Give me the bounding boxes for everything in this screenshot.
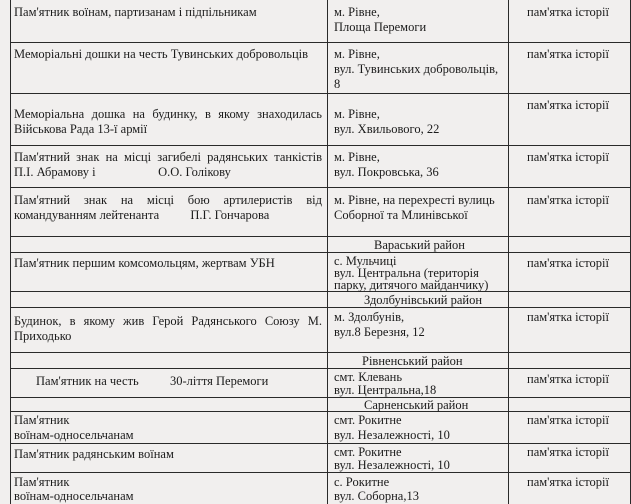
row-divider xyxy=(10,291,631,292)
monument-name: Військова Рада 13-ї армії xyxy=(14,122,148,136)
monument-address: вул. Центральна (територія xyxy=(334,266,479,280)
monument-address: вул. Незалежності, 10 xyxy=(334,458,450,472)
monument-name: П.І. Абрамову і О.О. Голікову xyxy=(14,165,231,179)
monument-type: пам'ятка історії xyxy=(527,413,609,427)
row-divider xyxy=(10,368,631,369)
monument-address: смт. Рокитне xyxy=(334,413,402,427)
row-divider xyxy=(10,187,631,188)
monument-type: пам'ятка історії xyxy=(527,475,609,489)
row-divider xyxy=(10,397,631,398)
monument-address: м. Рівне, xyxy=(334,5,380,19)
monument-address: 8 xyxy=(334,77,341,91)
monument-address: вул. Покровська, 36 xyxy=(334,165,439,179)
monument-address: м. Рівне, xyxy=(334,47,380,61)
monument-name: Будинок, в якому жив Герой Радянського Союзу М. xyxy=(14,314,322,328)
monument-address: вул. Тувинських добровольців, xyxy=(334,62,499,76)
monument-type: пам'ятка історії xyxy=(527,5,609,19)
monument-address: вул. Центральна,18 xyxy=(334,383,437,397)
row-divider xyxy=(10,252,631,253)
monument-address: м. Здолбунів, xyxy=(334,310,405,324)
monument-type: пам'ятка історії xyxy=(527,372,609,386)
monument-address: вул.8 Березня, 12 xyxy=(334,325,425,339)
monument-address: с. Рокитне xyxy=(334,475,390,489)
row-divider xyxy=(10,236,631,237)
monument-name: Меморіальна дошка на будинку, в якому знаходилась xyxy=(14,107,322,121)
monument-name: Пам'ятник воїнам, партизанам і підпільникам xyxy=(14,5,257,19)
row-divider xyxy=(10,443,631,444)
monument-type: пам'ятка історії xyxy=(527,193,609,207)
monument-name: воїнам-односельчанам xyxy=(14,428,134,442)
region-heading: Сарненський район xyxy=(364,398,469,412)
row-divider xyxy=(10,472,631,473)
monument-address: Площа Перемоги xyxy=(334,20,427,34)
region-heading: Вараський район xyxy=(374,238,465,252)
row-divider xyxy=(10,307,631,308)
monument-name: Пам'ятник xyxy=(14,413,70,427)
monument-type: пам'ятка історії xyxy=(527,256,609,270)
monument-address: с. Мульчиці xyxy=(334,254,397,268)
row-divider xyxy=(10,42,631,43)
row-divider xyxy=(10,411,631,412)
monument-name: Пам'ятник радянським воїнам xyxy=(14,447,174,461)
monument-address: вул. Соборна,13 xyxy=(334,489,419,503)
monument-address: Соборної та Млинівської xyxy=(334,208,468,222)
monument-address: парку, дитячого майданчику) xyxy=(334,278,489,292)
monument-name: Пам'ятний знак на місці бою артилеристів від xyxy=(14,193,322,207)
monument-type: пам'ятка історії xyxy=(527,445,609,459)
monument-type: пам'ятка історії xyxy=(527,150,609,164)
monument-name: Пам'ятник на честь 30-ліття Перемоги xyxy=(36,374,269,388)
monument-address: вул. Хвильового, 22 xyxy=(334,122,440,136)
region-heading: Рівненський район xyxy=(362,354,463,368)
region-heading: Здолбунівський район xyxy=(364,293,483,307)
monument-name: воїнам-односельчанам xyxy=(14,489,134,503)
monument-address: вул. Незалежності, 10 xyxy=(334,428,450,442)
monument-name: Меморіальні дошки на честь Тувинських добровольців xyxy=(14,47,309,61)
monument-type: пам'ятка історії xyxy=(527,310,609,324)
monument-name: командуванням лейтенанта П.Г. Гончарова xyxy=(14,208,270,222)
monument-type: пам'ятка історії xyxy=(527,47,609,61)
monument-address: м. Рівне, xyxy=(334,107,380,121)
monument-address: м. Рівне, на перехресті вулиць xyxy=(334,193,495,207)
monument-name: Пам'ятник xyxy=(14,475,70,489)
monument-address: смт. Рокитне xyxy=(334,445,402,459)
monument-name: Приходько xyxy=(14,329,72,343)
monument-name: Пам'ятник першим комсомольцям, жертвам УБН xyxy=(14,256,275,270)
monument-name: Пам'ятний знак на місці загибелі радянських танкістів xyxy=(14,150,322,164)
row-divider xyxy=(10,145,631,146)
row-divider xyxy=(10,352,631,353)
monument-address: смт. Клевань xyxy=(334,370,403,384)
row-divider xyxy=(10,93,631,94)
monument-address: м. Рівне, xyxy=(334,150,380,164)
monument-type: пам'ятка історії xyxy=(527,98,609,112)
